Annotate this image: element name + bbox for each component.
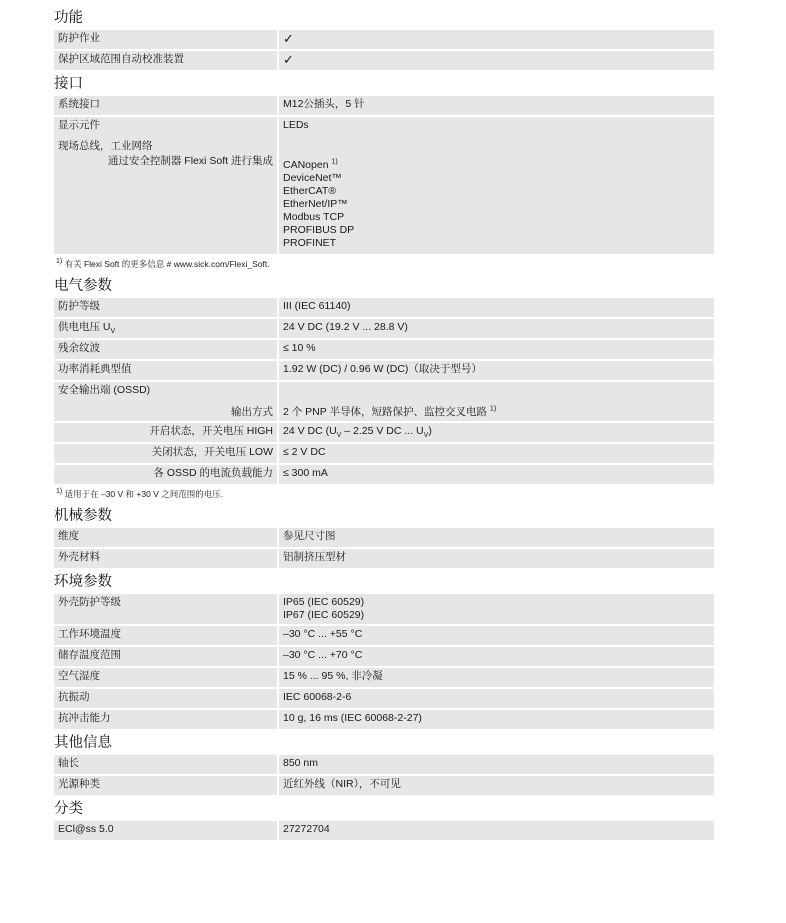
row-value: LEDs xyxy=(279,117,714,136)
section-title-interface: 接口 xyxy=(54,76,83,92)
row-label: 抗振动 xyxy=(54,689,277,708)
row-label: 储存温度范围 xyxy=(54,647,277,666)
row-label: 空气湿度 xyxy=(54,668,277,687)
row-value: 近红外线（NIR），不可见 xyxy=(279,776,714,795)
datasheet xyxy=(54,8,714,842)
table-row xyxy=(54,689,714,708)
row-value: ≤ 300 mA xyxy=(279,465,714,484)
table-row xyxy=(54,647,714,666)
fieldbus-item: DeviceNet™ xyxy=(283,172,342,184)
check-icon: ✓ xyxy=(279,30,714,49)
table-function xyxy=(54,30,714,70)
table-other xyxy=(54,755,714,795)
row-value: 2 个 PNP 半导体，短路保护、监控交叉电路 $^{1)}$ xyxy=(279,401,714,421)
table-row xyxy=(54,401,714,421)
fieldbus-list xyxy=(279,155,714,254)
row-label: 功率消耗典型值 xyxy=(54,361,277,380)
section-title-mechanical: 机械参数 xyxy=(54,508,112,524)
table-row xyxy=(54,528,714,547)
row-value: IEC 60068-2-6 xyxy=(279,689,714,708)
row-value: 27272704 xyxy=(279,821,714,840)
row-label: 安全输出端 (OSSD) xyxy=(54,382,277,401)
table-row xyxy=(54,423,714,442)
row-value: 850 nm xyxy=(279,755,714,774)
row-value: 24 V DC ($U_V - 2.25$ V DC ... $U_V$) xyxy=(279,423,714,442)
section-title-function: 功能 xyxy=(54,10,83,26)
row-label: 保护区域范围自动校准装置 xyxy=(54,51,277,70)
row-value: 参见尺寸图 xyxy=(279,528,714,547)
table-electrical xyxy=(54,298,714,484)
table-row xyxy=(54,96,714,115)
row-label: 显示元件 xyxy=(54,117,277,136)
row-value xyxy=(279,382,714,401)
table-row xyxy=(54,776,714,795)
fieldbus-item: Modbus TCP xyxy=(283,211,345,223)
row-value: 1.92 W (DC) / 0.96 W (DC)（取决于型号） xyxy=(279,361,714,380)
row-value: ≤ 2 V DC xyxy=(279,444,714,463)
row-value: 10 g, 16 ms (IEC 60068-2-27) xyxy=(279,710,714,729)
row-label-sub: 开启状态，开关电压 HIGH xyxy=(54,423,277,442)
row-label: 工作环境温度 xyxy=(54,626,277,645)
table-row xyxy=(54,626,714,645)
row-label: ECl@ss 5.0 xyxy=(54,821,277,840)
row-label: 供电电压 $U_V$ xyxy=(54,319,277,338)
row-value: 24 V DC (19.2 V ... 28.8 V) xyxy=(279,319,714,338)
row-label-sub: 输出方式 xyxy=(54,401,277,421)
table-row xyxy=(54,117,714,136)
table-classification xyxy=(54,821,714,840)
section-title-classification: 分类 xyxy=(54,801,83,817)
table-row xyxy=(54,755,714,774)
row-label: 外壳材料 xyxy=(54,549,277,568)
fieldbus-item: PROFIBUS DP xyxy=(283,224,355,236)
table-row xyxy=(54,444,714,463)
fieldbus-item: EtherCAT® xyxy=(283,185,337,197)
table-mechanical xyxy=(54,528,714,568)
fieldbus-item: CANopen $^{1)}$ xyxy=(283,158,338,171)
footnote: $^{1)}$ 适用于在 –30 V 和 +30 V 之间范围的电压. xyxy=(56,488,224,499)
row-label: 光源种类 xyxy=(54,776,277,795)
table-row xyxy=(54,298,714,317)
section-title-electrical: 电气参数 xyxy=(54,278,112,294)
table-row xyxy=(54,549,714,568)
row-label-sub: 关闭状态，开关电压 LOW xyxy=(54,444,277,463)
row-label: 残余纹波 xyxy=(54,340,277,359)
table-row xyxy=(54,30,714,49)
table-row xyxy=(54,319,714,338)
fieldbus-item: PROFINET xyxy=(283,237,337,249)
row-value: IP65 (IEC 60529) IP67 (IEC 60529) xyxy=(279,594,714,624)
section-title-other: 其他信息 xyxy=(54,735,112,751)
row-value xyxy=(279,136,714,155)
table-row xyxy=(54,340,714,359)
row-value: ≤ 10 % xyxy=(279,340,714,359)
table-row xyxy=(54,136,714,155)
row-value: –30 °C ... +55 °C xyxy=(279,626,714,645)
row-value: 15 % ... 95 %, 非冷凝 xyxy=(279,668,714,687)
table-row xyxy=(54,668,714,687)
fieldbus-item: EtherNet/IP™ xyxy=(283,198,348,210)
row-value: M12公插头，5 针 xyxy=(279,96,714,115)
table-environment xyxy=(54,594,714,729)
row-label: 轴长 xyxy=(54,755,277,774)
row-label: 防护作业 xyxy=(54,30,277,49)
row-value: –30 °C ... +70 °C xyxy=(279,647,714,666)
table-row xyxy=(54,465,714,484)
table-interface xyxy=(54,96,714,254)
row-value: 铝制挤压型材 xyxy=(279,549,714,568)
row-label: 维度 xyxy=(54,528,277,547)
table-row xyxy=(54,155,714,254)
check-icon: ✓ xyxy=(279,51,714,70)
row-label: 外壳防护等级 xyxy=(54,594,277,624)
table-row xyxy=(54,821,714,840)
table-row xyxy=(54,382,714,401)
table-row xyxy=(54,51,714,70)
row-label: 系统接口 xyxy=(54,96,277,115)
row-value: III (IEC 61140) xyxy=(279,298,714,317)
row-label-sub: 各 OSSD 的电流负载能力 xyxy=(54,465,277,484)
row-label: 抗冲击能力 xyxy=(54,710,277,729)
row-label-sub: 通过安全控制器 Flexi Soft 进行集成 xyxy=(54,155,277,254)
section-title-environment: 环境参数 xyxy=(54,574,112,590)
table-row xyxy=(54,594,714,624)
row-label: 防护等级 xyxy=(54,298,277,317)
table-row xyxy=(54,361,714,380)
row-label: 现场总线，工业网络 xyxy=(54,136,277,155)
footnote: $^{1)}$ 有关 Flexi Soft 的更多信息 # www.sick.com/Flexi_Soft. xyxy=(56,258,270,269)
table-row xyxy=(54,710,714,729)
